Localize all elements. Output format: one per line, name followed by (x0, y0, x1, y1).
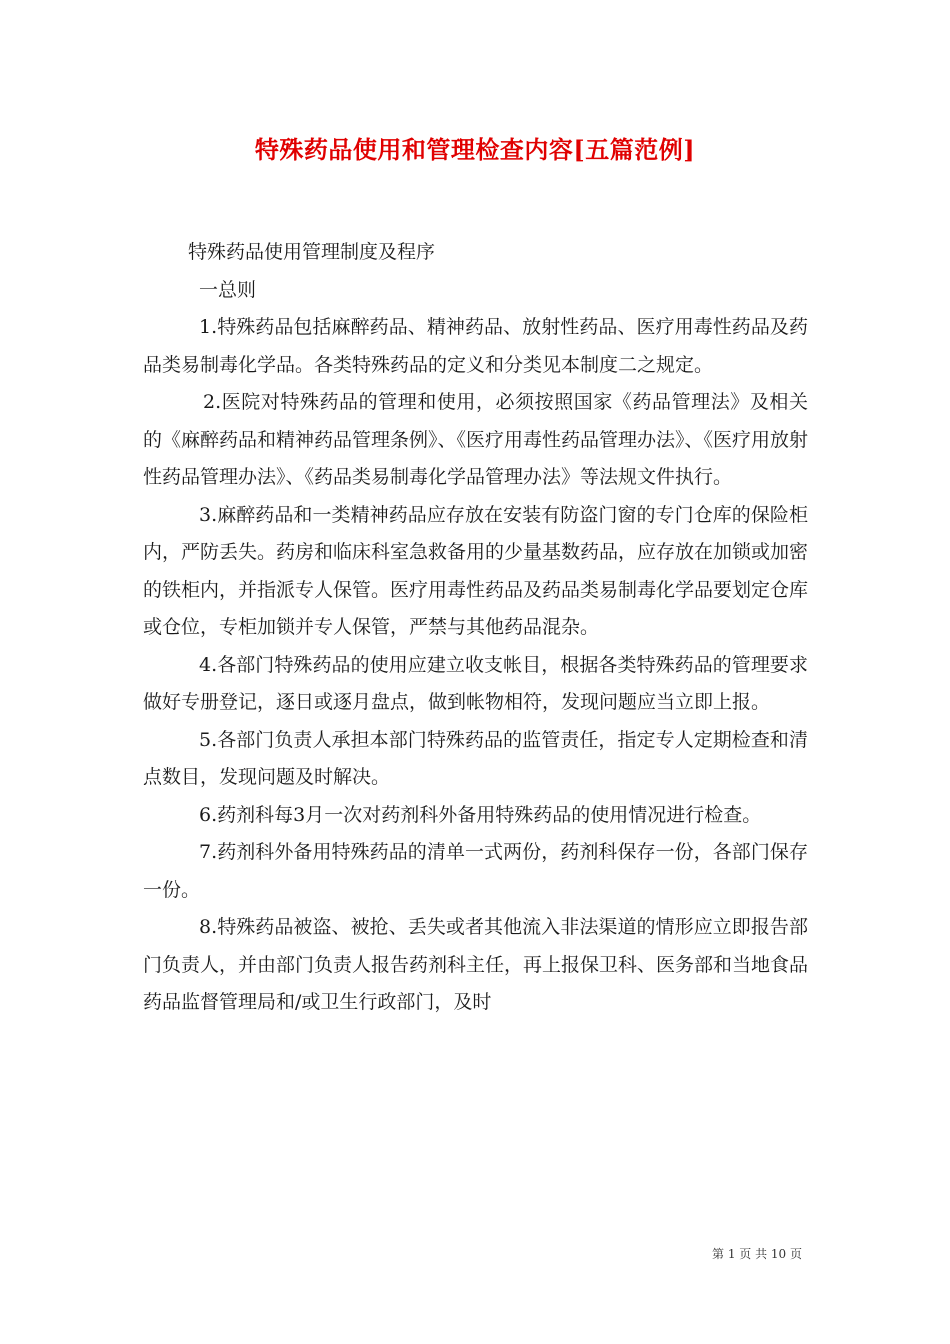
paragraph-2: 2.医院对特殊药品的管理和使用，必须按照国家《药品管理法》及相关的《麻醉药品和精神药品管理条例》、《医疗用毒性药品管理办法》、《医疗用放射性药品管理办法》、《药品类易制毒化学品管理办法》等法规文件执行。 (143, 391, 809, 488)
document-body (143, 234, 808, 1022)
paragraph-5: 5.各部门负责人承担本部门特殊药品的监管责任，指定专人定期检查和清点数目，发现问题及时解决。 (143, 728, 808, 788)
paragraph-4: 4.各部门特殊药品的使用应建立收支帐目，根据各类特殊药品的管理要求做好专册登记，逐日或逐月盘点，做到帐物相符，发现问题应当立即上报。 (143, 653, 808, 713)
subheading: 特殊药品使用管理制度及程序 (188, 241, 436, 263)
page-indicator: 第 1 页 共 10 页 (712, 1247, 802, 1261)
section-heading: 一总则 (199, 278, 257, 301)
document-title: 特殊药品使用和管理检查内容[五篇范例] (254, 135, 696, 164)
paragraph-1: 1.特殊药品包括麻醉药品、精神药品、放射性药品、医疗用毒性药品及药品类易制毒化学品。各类特殊药品的定义和分类见本制度二之规定。 (143, 316, 808, 376)
paragraph-7: 7.药剂科外备用特殊药品的清单一式两份，药剂科保存一份，各部门保存一份。 (143, 841, 808, 901)
paragraph-3: 3.麻醉药品和一类精神药品应存放在安装有防盗门窗的专门仓库的保险柜内，严防丢失。药房和临床科室急救备用的少量基数药品，应存放在加锁或加密的铁柜内，并指派专人保管。医疗用毒性药品及药品类易制毒化学品要划定仓库或仓位，专柜加锁并专人保管，严禁与其他药品混杂。 (143, 503, 809, 638)
paragraph-8: 8.特殊药品被盗、被抢、丢失或者其他流入非法渠道的情形应立即报告部门负责人，并由部门负责人报告药剂科主任，再上报保卫科、医务部和当地食品药品监督管理局和/或卫生行政部门，及时 (143, 916, 809, 1013)
paragraph-6: 6.药剂科每3月一次对药剂科外备用特殊药品的使用情况进行检查。 (199, 803, 762, 826)
